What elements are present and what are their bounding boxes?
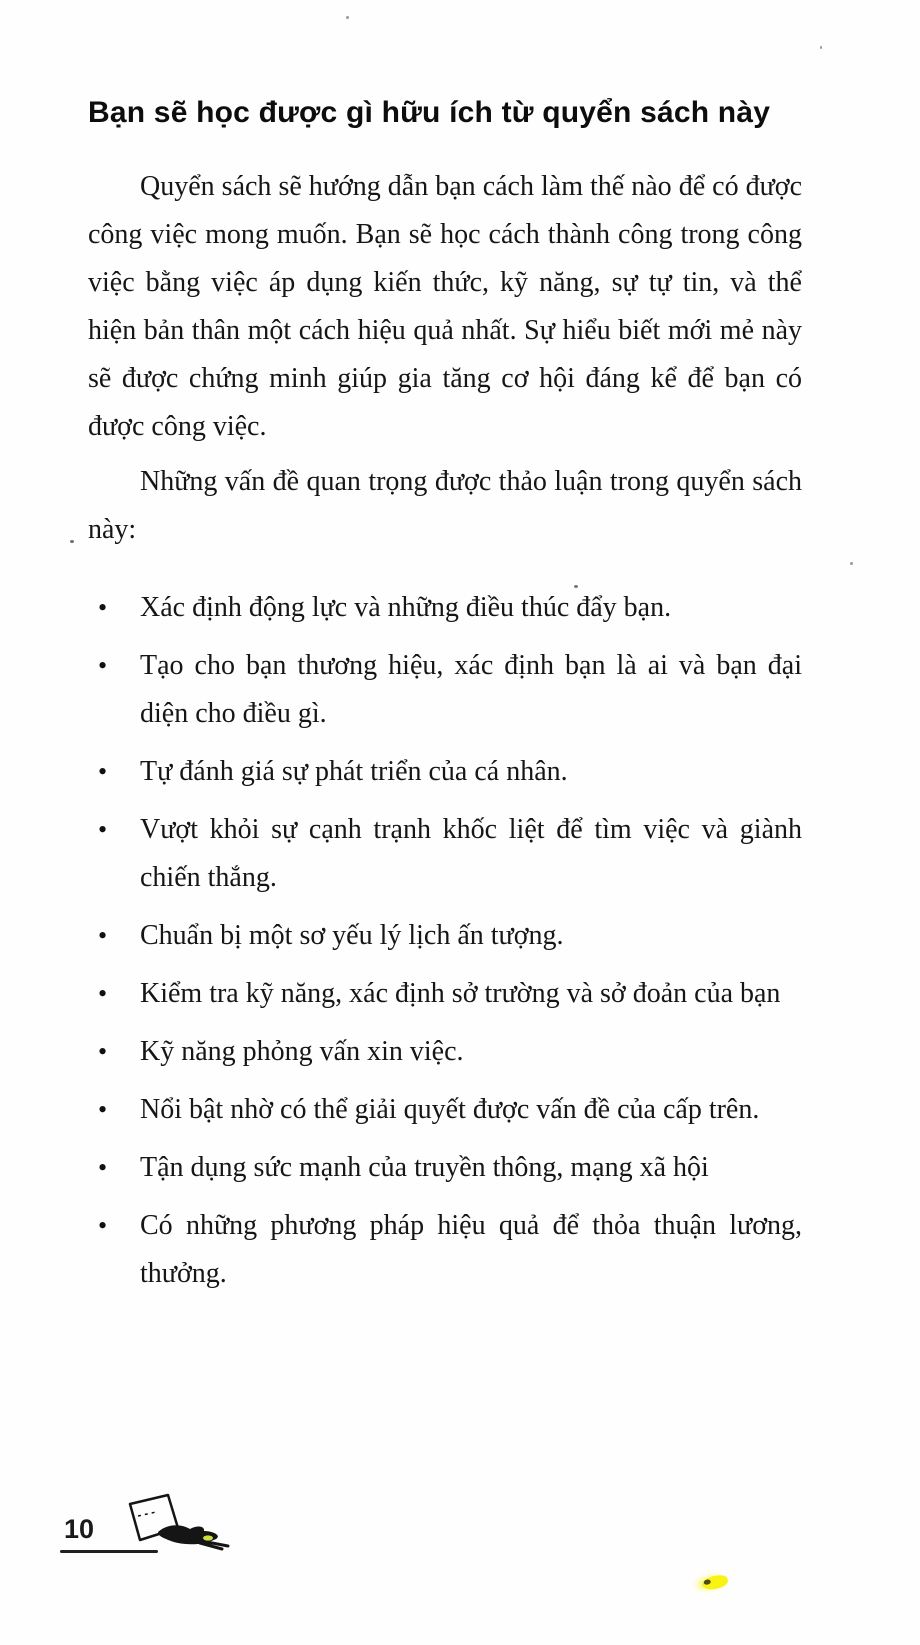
list-item-text: Tự đánh giá sự phát triển của cá nhân. [140, 756, 568, 787]
bullet-icon: • [98, 921, 108, 950]
list-item-text: Tạo cho bạn thương hiệu, xác định bạn là ai và bạn đại diện cho điều gì. [140, 650, 802, 729]
bullet-icon: • [98, 1095, 108, 1124]
lead-in-paragraph: Những vấn đề quan trọng được thảo luận trong quyển sách này: [88, 466, 802, 545]
scan-speck [574, 585, 578, 588]
bullet-icon: • [98, 1037, 108, 1066]
list-item-text: Có những phương pháp hiệu quả để thỏa thuận lương, thưởng. [140, 1210, 802, 1289]
list-item [88, 642, 802, 738]
list-item [88, 748, 802, 796]
scan-speck [346, 16, 349, 19]
list-item-text: Kỹ năng phỏng vấn xin việc. [140, 1036, 464, 1067]
list-item [88, 970, 802, 1018]
list-item-text: Kiểm tra kỹ năng, xác định sở trường và sở đoản của bạn [140, 978, 781, 1009]
list-item-text: Xác định động lực và những điều thúc đẩy bạn. [140, 592, 672, 623]
page-number: 10 [64, 1514, 95, 1544]
page-body [88, 163, 802, 1308]
quill-ornament-icon [96, 1492, 246, 1556]
list-item-text: Chuẩn bị một sơ yếu lý lịch ấn tượng. [140, 920, 564, 951]
list-item [88, 806, 802, 902]
intro-paragraph: Quyển sách sẽ hướng dẫn bạn cách làm thế nào để có được công việc mong muốn. Bạn sẽ học cách thành công trong công việc bằng việc áp dụng kiến thức, kỹ năng, sự tự tin, và thể hiện bản thân một cách hiệu quả nhất. Sự hiểu biết mới mẻ này sẽ được chứng minh giúp gia tăng cơ hội đáng kể để bạn có được công việc. [88, 171, 802, 442]
highlighter-speck [701, 1573, 729, 1591]
list-item [88, 1144, 802, 1192]
list-item [88, 584, 802, 632]
key-points-list [88, 584, 802, 1298]
bullet-icon: • [98, 593, 108, 622]
bullet-icon: • [98, 757, 108, 786]
bullet-icon: • [98, 815, 108, 844]
scan-speck [70, 540, 74, 543]
page-title: Bạn sẽ học được gì hữu ích từ quyển sách này [88, 96, 771, 129]
page-footer [60, 1492, 260, 1556]
list-item [88, 1028, 802, 1076]
list-item [88, 912, 802, 960]
bullet-icon: • [98, 651, 108, 680]
list-item [88, 1086, 802, 1134]
scan-speck [820, 46, 822, 49]
list-item-text: Tận dụng sức mạnh của truyền thông, mạng xã hội [140, 1152, 709, 1183]
bullet-icon: • [98, 979, 108, 1008]
list-item-text: Vượt khỏi sự cạnh trạnh khốc liệt để tìm việc và giành chiến thắng. [140, 814, 802, 893]
bullet-icon: • [98, 1211, 108, 1240]
list-item-text: Nổi bật nhờ có thể giải quyết được vấn đề của cấp trên. [140, 1094, 760, 1125]
list-item [88, 1202, 802, 1298]
scan-speck [850, 562, 853, 565]
bullet-icon: • [98, 1153, 108, 1182]
